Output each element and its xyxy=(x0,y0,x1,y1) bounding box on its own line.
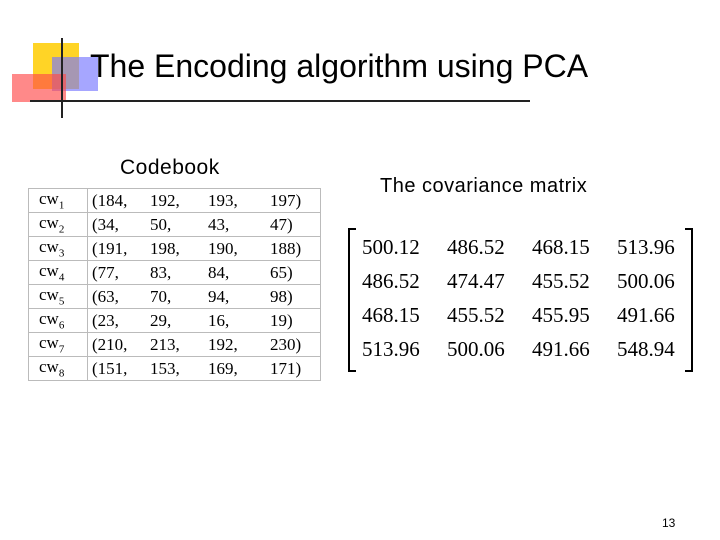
matrix-row xyxy=(362,332,702,366)
codeword-label: $cw_6$ xyxy=(29,309,88,333)
codeword-label: $cw_5$ xyxy=(29,285,88,309)
codeword-label: $cw_8$ xyxy=(29,357,88,381)
codeword-values: (63, 70, 94, 98) xyxy=(88,285,321,309)
matrix-row xyxy=(362,230,702,264)
matrix-cell: 468.15 xyxy=(362,303,420,327)
codeword-values: (34, 50, 43, 47) xyxy=(88,213,321,237)
codeword-label: $cw_2$ xyxy=(29,213,88,237)
codeword-label: $cw_4$ xyxy=(29,261,88,285)
matrix-cell: 468.15 xyxy=(532,235,590,259)
table-row xyxy=(29,189,321,213)
covariance-heading: The covariance matrix xyxy=(380,175,588,197)
codeword-values: (151, 153, 169, 171) xyxy=(88,357,321,381)
matrix-cell: 486.52 xyxy=(447,235,505,259)
codeword-values: (210, 213, 192, 230) xyxy=(88,333,321,357)
table-row xyxy=(29,213,321,237)
matrix-row xyxy=(362,298,702,332)
matrix-cell: 491.66 xyxy=(532,337,590,361)
codebook-table xyxy=(28,188,321,381)
matrix-cell: 513.96 xyxy=(617,235,675,259)
table-row xyxy=(29,237,321,261)
slide-title: The Encoding algorithm using PCA xyxy=(90,48,589,84)
codeword-values: (191, 198, 190, 188) xyxy=(88,237,321,261)
matrix-cell: 513.96 xyxy=(362,337,420,361)
matrix-cell: 548.94 xyxy=(617,337,675,361)
table-row xyxy=(29,309,321,333)
codeword-label: $cw_3$ xyxy=(29,237,88,261)
page-number: 13 xyxy=(662,516,676,530)
matrix-cell: 500.12 xyxy=(362,235,420,259)
codeword-values: (184, 192, 193, 197) xyxy=(88,189,321,213)
matrix-cell: 455.52 xyxy=(447,303,505,327)
codebook-heading: Codebook xyxy=(120,156,220,179)
matrix-cell: 486.52 xyxy=(362,269,420,293)
codeword-label: $cw_1$ xyxy=(29,189,88,213)
title-underline xyxy=(30,100,530,102)
matrix-cell: 500.06 xyxy=(447,337,505,361)
table-row xyxy=(29,357,321,381)
codeword-values: (77, 83, 84, 65) xyxy=(88,261,321,285)
codeword-label: $cw_7$ xyxy=(29,333,88,357)
matrix-cell: 455.95 xyxy=(532,303,590,327)
table-row xyxy=(29,261,321,285)
table-row xyxy=(29,285,321,309)
codeword-values: (23, 29, 16, 19) xyxy=(88,309,321,333)
matrix-cell: 500.06 xyxy=(617,269,675,293)
table-row xyxy=(29,333,321,357)
matrix-cell: 455.52 xyxy=(532,269,590,293)
matrix-cell: 491.66 xyxy=(617,303,675,327)
matrix-cell: 474.47 xyxy=(447,269,505,293)
matrix-row xyxy=(362,264,702,298)
logo-red-square xyxy=(12,74,66,102)
covariance-matrix xyxy=(348,228,693,368)
matrix-left-bracket xyxy=(348,228,356,372)
logo-vertical-line xyxy=(61,38,63,118)
